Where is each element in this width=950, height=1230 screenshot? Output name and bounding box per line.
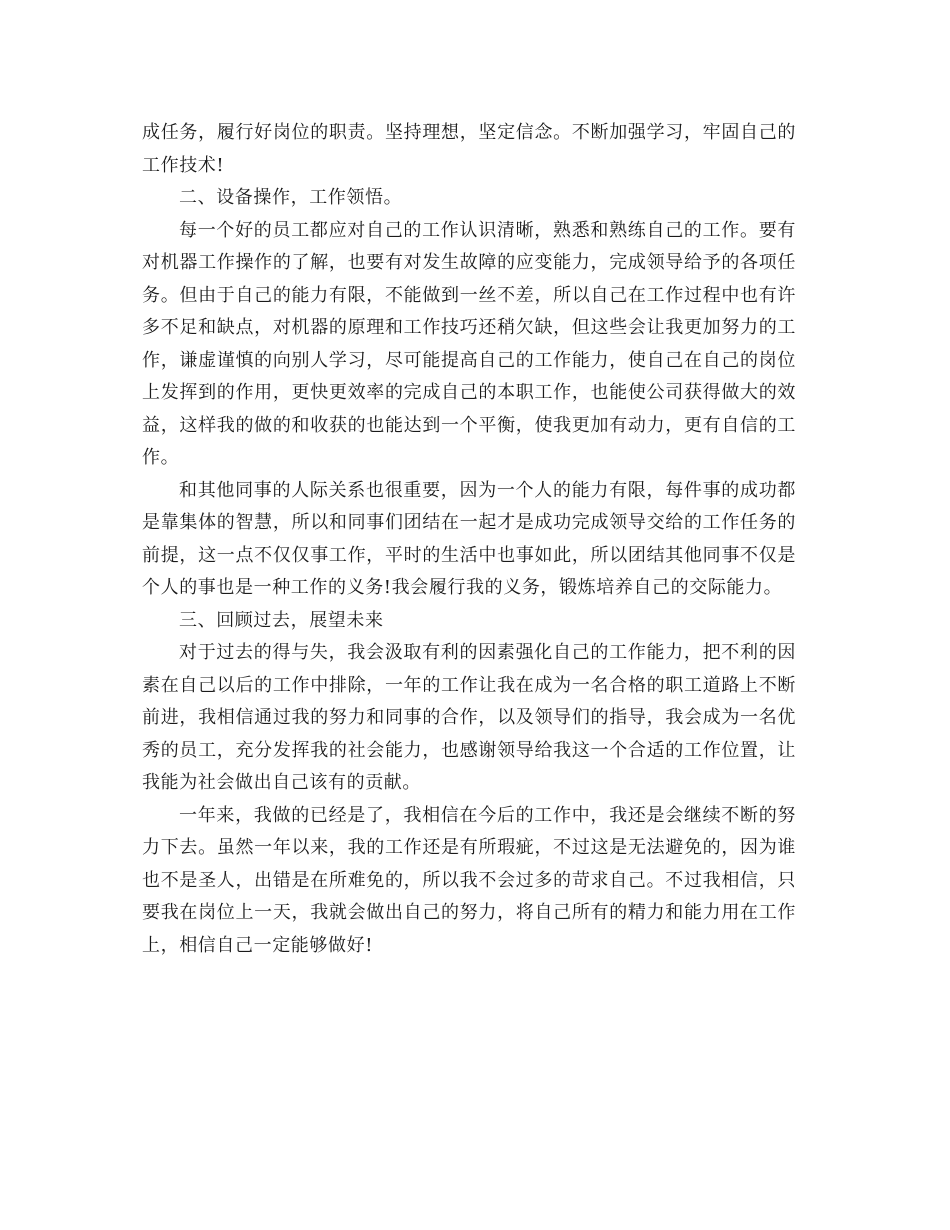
paragraph-colleague-relations: 和其他同事的人际关系也很重要，因为一个人的能力有限，每件事的成功都是靠集体的智慧，所以和同事们团结在一起才是成功完成领导交给的工作任务的前提，这一点不仅仅事工作，平时的生活中也事如此，所以团结其他同事不仅是个人的事也是一种工作的义务!我会履行我的义务，锻炼培养自己的交际能力。 [142,479,796,598]
paragraph-conclusion: 一年来，我做的已经是了，我相信在今后的工作中，我还是会继续不断的努力下去。虽然一年以来，我的工作还是有所瑕疵，不过这是无法避免的，因为谁也不是圣人，出错是在所难免的，所以我不会过多的苛求自己。不过我相信，只要我在岗位上一天，我就会做出自己的努力，将自己所有的精力和能力用在工作上，相信自己一定能够做好! [142,804,796,956]
section-heading-review-outlook: 三、回顾过去，展望未来 [179,609,384,631]
document-body [142,117,796,962]
paragraph-past-gains-losses: 对于过去的得与失，我会汲取有利的因素强化自己的工作能力，把不利的因素在自己以后的工作中排除，一年的工作让我在成为一名合格的职工道路上不断前进，我相信通过我的努力和同事的合作，以及领导们的指导，我会成为一名优秀的员工，充分发挥我的社会能力，也感谢领导给我这一个合适的工作位置，让我能为社会做出自己该有的贡献。 [142,642,796,793]
paragraph-continuation: 成任务，履行好岗位的职责。坚持理想，坚定信念。不断加强学习，牢固自己的工作技术! [142,122,796,176]
paragraph-work-understanding: 每一个好的员工都应对自己的工作认识清晰，熟悉和熟练自己的工作。要有对机器工作操作的了解，也要有对发生故障的应变能力，完成领导给予的各项任务。但由于自己的能力有限，不能做到一丝不差，所以自己在工作过程中也有许多不足和缺点，对机器的原理和工作技巧还稍欠缺，但这些会让我更加努力的工作，谦虚谨慎的向别人学习，尽可能提高自己的工作能力，使自己在自己的岗位上发挥到的作用，更快更效率的完成自己的本职工作，也能使公司获得做大的效益，这样我的做的和收获的也能达到一个平衡，使我更加有动力，更有自信的工作。 [142,219,796,468]
section-heading-equipment-operation: 二、设备操作，工作领悟。 [179,187,403,208]
